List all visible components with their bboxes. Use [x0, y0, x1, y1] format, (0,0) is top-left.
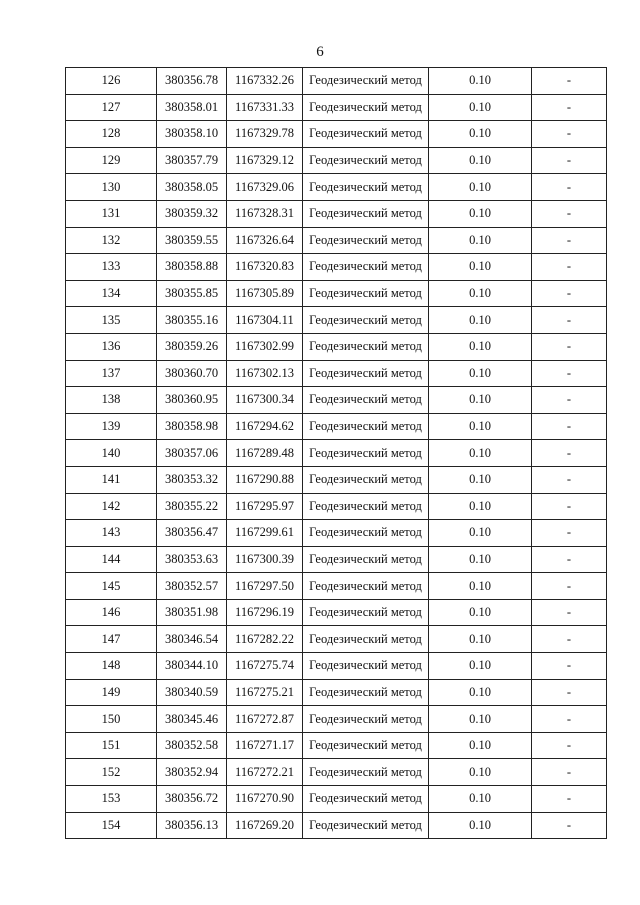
description-cell: -	[532, 360, 607, 387]
method-cell: Геодезический метод	[303, 254, 429, 281]
method-cell: Геодезический метод	[303, 440, 429, 467]
description-cell: -	[532, 227, 607, 254]
precision-cell: 0.10	[429, 599, 532, 626]
precision-cell: 0.10	[429, 493, 532, 520]
method-cell: Геодезический метод	[303, 307, 429, 334]
point-number-cell: 129	[66, 147, 157, 174]
point-number-cell: 127	[66, 94, 157, 121]
y-coordinate-cell: 1167270.90	[227, 786, 303, 813]
x-coordinate-cell: 380356.13	[157, 812, 227, 839]
table-row	[66, 280, 607, 307]
table-row	[66, 121, 607, 148]
method-cell: Геодезический метод	[303, 200, 429, 227]
y-coordinate-cell: 1167305.89	[227, 280, 303, 307]
precision-cell: 0.10	[429, 812, 532, 839]
method-cell: Геодезический метод	[303, 546, 429, 573]
x-coordinate-cell: 380356.47	[157, 520, 227, 547]
table-body	[66, 68, 607, 839]
precision-cell: 0.10	[429, 546, 532, 573]
x-coordinate-cell: 380352.94	[157, 759, 227, 786]
x-coordinate-cell: 380357.06	[157, 440, 227, 467]
x-coordinate-cell: 380352.58	[157, 732, 227, 759]
table-row	[66, 653, 607, 680]
x-coordinate-cell: 380358.98	[157, 413, 227, 440]
table-row	[66, 440, 607, 467]
description-cell: -	[532, 68, 607, 95]
x-coordinate-cell: 380360.70	[157, 360, 227, 387]
table-row	[66, 520, 607, 547]
precision-cell: 0.10	[429, 759, 532, 786]
x-coordinate-cell: 380358.88	[157, 254, 227, 281]
method-cell: Геодезический метод	[303, 121, 429, 148]
x-coordinate-cell: 380351.98	[157, 599, 227, 626]
precision-cell: 0.10	[429, 227, 532, 254]
precision-cell: 0.10	[429, 466, 532, 493]
method-cell: Геодезический метод	[303, 706, 429, 733]
x-coordinate-cell: 380356.78	[157, 68, 227, 95]
precision-cell: 0.10	[429, 706, 532, 733]
x-coordinate-cell: 380352.57	[157, 573, 227, 600]
table-row	[66, 679, 607, 706]
y-coordinate-cell: 1167289.48	[227, 440, 303, 467]
table-row	[66, 812, 607, 839]
page-number: 6	[316, 44, 324, 60]
x-coordinate-cell: 380345.46	[157, 706, 227, 733]
description-cell: -	[532, 147, 607, 174]
method-cell: Геодезический метод	[303, 360, 429, 387]
point-number-cell: 144	[66, 546, 157, 573]
y-coordinate-cell: 1167302.99	[227, 333, 303, 360]
table-row	[66, 174, 607, 201]
precision-cell: 0.10	[429, 653, 532, 680]
y-coordinate-cell: 1167329.12	[227, 147, 303, 174]
precision-cell: 0.10	[429, 626, 532, 653]
precision-cell: 0.10	[429, 679, 532, 706]
y-coordinate-cell: 1167300.34	[227, 387, 303, 414]
point-number-cell: 153	[66, 786, 157, 813]
description-cell: -	[532, 546, 607, 573]
table-row	[66, 333, 607, 360]
table-row	[66, 732, 607, 759]
description-cell: -	[532, 94, 607, 121]
x-coordinate-cell: 380355.16	[157, 307, 227, 334]
point-number-cell: 138	[66, 387, 157, 414]
method-cell: Геодезический метод	[303, 94, 429, 121]
x-coordinate-cell: 380355.22	[157, 493, 227, 520]
table-row	[66, 360, 607, 387]
method-cell: Геодезический метод	[303, 812, 429, 839]
precision-cell: 0.10	[429, 307, 532, 334]
description-cell: -	[532, 732, 607, 759]
x-coordinate-cell: 380346.54	[157, 626, 227, 653]
y-coordinate-cell: 1167299.61	[227, 520, 303, 547]
method-cell: Геодезический метод	[303, 147, 429, 174]
table-row	[66, 147, 607, 174]
precision-cell: 0.10	[429, 147, 532, 174]
point-number-cell: 126	[66, 68, 157, 95]
point-number-cell: 128	[66, 121, 157, 148]
point-number-cell: 136	[66, 333, 157, 360]
point-number-cell: 143	[66, 520, 157, 547]
point-number-cell: 147	[66, 626, 157, 653]
y-coordinate-cell: 1167300.39	[227, 546, 303, 573]
x-coordinate-cell: 380353.63	[157, 546, 227, 573]
table-row	[66, 200, 607, 227]
y-coordinate-cell: 1167296.19	[227, 599, 303, 626]
description-cell: -	[532, 333, 607, 360]
description-cell: -	[532, 121, 607, 148]
point-number-cell: 154	[66, 812, 157, 839]
precision-cell: 0.10	[429, 732, 532, 759]
method-cell: Геодезический метод	[303, 653, 429, 680]
y-coordinate-cell: 1167275.74	[227, 653, 303, 680]
y-coordinate-cell: 1167275.21	[227, 679, 303, 706]
description-cell: -	[532, 387, 607, 414]
y-coordinate-cell: 1167282.22	[227, 626, 303, 653]
x-coordinate-cell: 380358.10	[157, 121, 227, 148]
method-cell: Геодезический метод	[303, 520, 429, 547]
method-cell: Геодезический метод	[303, 227, 429, 254]
description-cell: -	[532, 706, 607, 733]
table-row	[66, 759, 607, 786]
y-coordinate-cell: 1167269.20	[227, 812, 303, 839]
method-cell: Геодезический метод	[303, 280, 429, 307]
method-cell: Геодезический метод	[303, 333, 429, 360]
x-coordinate-cell: 380359.32	[157, 200, 227, 227]
coordinates-table	[65, 67, 607, 839]
table-row	[66, 546, 607, 573]
y-coordinate-cell: 1167294.62	[227, 413, 303, 440]
table-row	[66, 254, 607, 281]
point-number-cell: 134	[66, 280, 157, 307]
x-coordinate-cell: 380359.26	[157, 333, 227, 360]
precision-cell: 0.10	[429, 174, 532, 201]
table-row	[66, 68, 607, 95]
method-cell: Геодезический метод	[303, 387, 429, 414]
point-number-cell: 132	[66, 227, 157, 254]
description-cell: -	[532, 759, 607, 786]
table-row	[66, 706, 607, 733]
y-coordinate-cell: 1167304.11	[227, 307, 303, 334]
y-coordinate-cell: 1167271.17	[227, 732, 303, 759]
precision-cell: 0.10	[429, 520, 532, 547]
y-coordinate-cell: 1167328.31	[227, 200, 303, 227]
method-cell: Геодезический метод	[303, 679, 429, 706]
point-number-cell: 150	[66, 706, 157, 733]
method-cell: Геодезический метод	[303, 68, 429, 95]
description-cell: -	[532, 200, 607, 227]
precision-cell: 0.10	[429, 440, 532, 467]
description-cell: -	[532, 280, 607, 307]
y-coordinate-cell: 1167329.06	[227, 174, 303, 201]
point-number-cell: 133	[66, 254, 157, 281]
description-cell: -	[532, 254, 607, 281]
point-number-cell: 139	[66, 413, 157, 440]
precision-cell: 0.10	[429, 573, 532, 600]
x-coordinate-cell: 380356.72	[157, 786, 227, 813]
point-number-cell: 145	[66, 573, 157, 600]
description-cell: -	[532, 174, 607, 201]
precision-cell: 0.10	[429, 786, 532, 813]
precision-cell: 0.10	[429, 121, 532, 148]
description-cell: -	[532, 599, 607, 626]
method-cell: Геодезический метод	[303, 174, 429, 201]
description-cell: -	[532, 413, 607, 440]
y-coordinate-cell: 1167295.97	[227, 493, 303, 520]
x-coordinate-cell: 380355.85	[157, 280, 227, 307]
precision-cell: 0.10	[429, 280, 532, 307]
description-cell: -	[532, 812, 607, 839]
table-row	[66, 573, 607, 600]
x-coordinate-cell: 380353.32	[157, 466, 227, 493]
description-cell: -	[532, 307, 607, 334]
point-number-cell: 137	[66, 360, 157, 387]
method-cell: Геодезический метод	[303, 786, 429, 813]
y-coordinate-cell: 1167297.50	[227, 573, 303, 600]
description-cell: -	[532, 520, 607, 547]
method-cell: Геодезический метод	[303, 573, 429, 600]
point-number-cell: 141	[66, 466, 157, 493]
point-number-cell: 151	[66, 732, 157, 759]
description-cell: -	[532, 786, 607, 813]
description-cell: -	[532, 440, 607, 467]
table-row	[66, 413, 607, 440]
x-coordinate-cell: 380344.10	[157, 653, 227, 680]
description-cell: -	[532, 626, 607, 653]
x-coordinate-cell: 380360.95	[157, 387, 227, 414]
table-row	[66, 626, 607, 653]
precision-cell: 0.10	[429, 200, 532, 227]
y-coordinate-cell: 1167302.13	[227, 360, 303, 387]
description-cell: -	[532, 466, 607, 493]
y-coordinate-cell: 1167326.64	[227, 227, 303, 254]
y-coordinate-cell: 1167331.33	[227, 94, 303, 121]
table-row	[66, 466, 607, 493]
point-number-cell: 131	[66, 200, 157, 227]
table-row	[66, 307, 607, 334]
method-cell: Геодезический метод	[303, 493, 429, 520]
precision-cell: 0.10	[429, 94, 532, 121]
description-cell: -	[532, 653, 607, 680]
precision-cell: 0.10	[429, 68, 532, 95]
precision-cell: 0.10	[429, 333, 532, 360]
method-cell: Геодезический метод	[303, 759, 429, 786]
point-number-cell: 148	[66, 653, 157, 680]
description-cell: -	[532, 493, 607, 520]
x-coordinate-cell: 380340.59	[157, 679, 227, 706]
y-coordinate-cell: 1167332.26	[227, 68, 303, 95]
precision-cell: 0.10	[429, 254, 532, 281]
table-row	[66, 227, 607, 254]
description-cell: -	[532, 679, 607, 706]
method-cell: Геодезический метод	[303, 599, 429, 626]
y-coordinate-cell: 1167329.78	[227, 121, 303, 148]
table-row	[66, 387, 607, 414]
table-row	[66, 599, 607, 626]
point-number-cell: 146	[66, 599, 157, 626]
y-coordinate-cell: 1167272.87	[227, 706, 303, 733]
point-number-cell: 130	[66, 174, 157, 201]
y-coordinate-cell: 1167320.83	[227, 254, 303, 281]
description-cell: -	[532, 573, 607, 600]
x-coordinate-cell: 380358.05	[157, 174, 227, 201]
x-coordinate-cell: 380358.01	[157, 94, 227, 121]
table-row	[66, 94, 607, 121]
y-coordinate-cell: 1167290.88	[227, 466, 303, 493]
y-coordinate-cell: 1167272.21	[227, 759, 303, 786]
point-number-cell: 142	[66, 493, 157, 520]
precision-cell: 0.10	[429, 387, 532, 414]
method-cell: Геодезический метод	[303, 626, 429, 653]
precision-cell: 0.10	[429, 360, 532, 387]
point-number-cell: 152	[66, 759, 157, 786]
point-number-cell: 135	[66, 307, 157, 334]
x-coordinate-cell: 380359.55	[157, 227, 227, 254]
method-cell: Геодезический метод	[303, 732, 429, 759]
table-row	[66, 786, 607, 813]
table-row	[66, 493, 607, 520]
point-number-cell: 149	[66, 679, 157, 706]
method-cell: Геодезический метод	[303, 413, 429, 440]
point-number-cell: 140	[66, 440, 157, 467]
method-cell: Геодезический метод	[303, 466, 429, 493]
x-coordinate-cell: 380357.79	[157, 147, 227, 174]
precision-cell: 0.10	[429, 413, 532, 440]
